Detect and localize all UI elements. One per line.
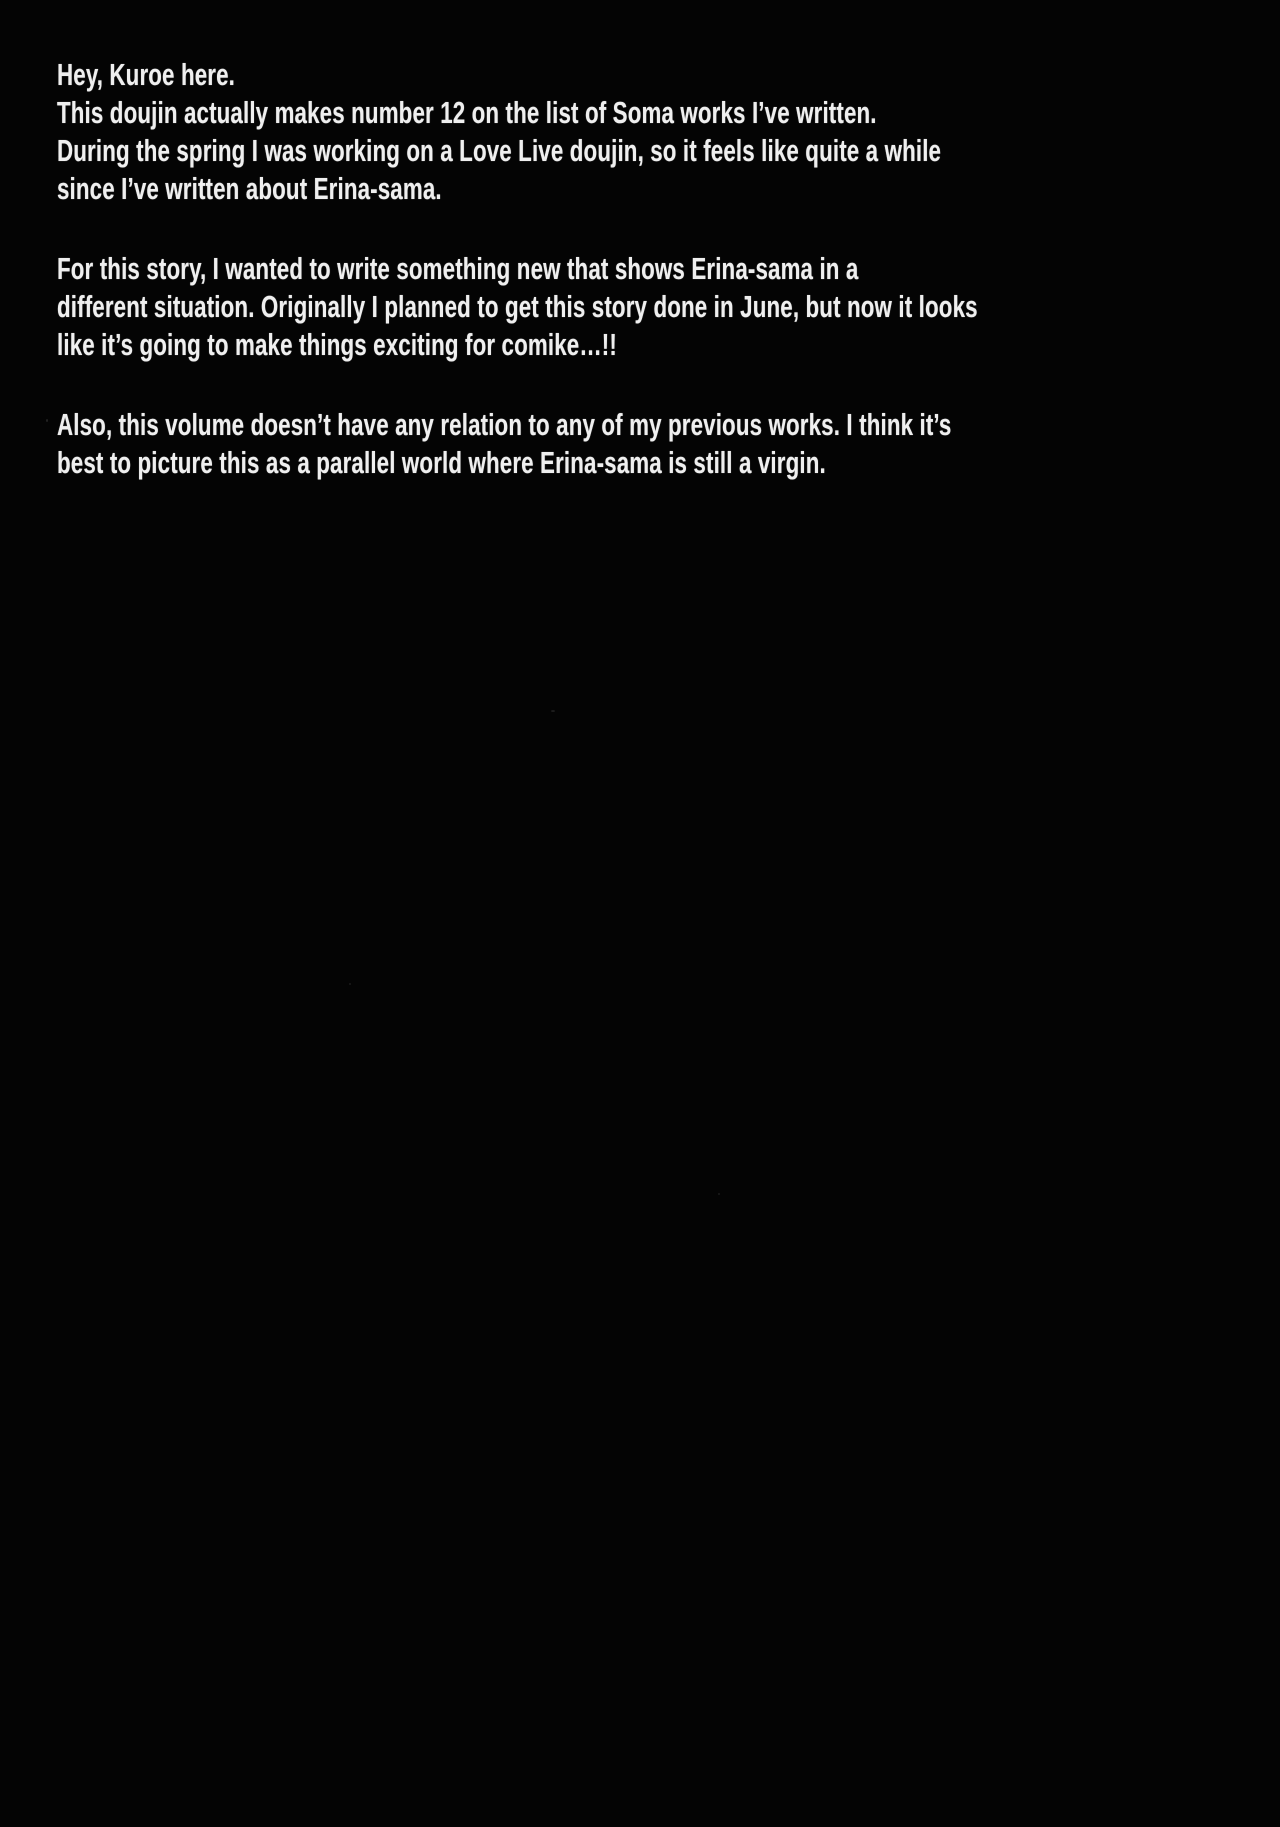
scan-noise-speck — [46, 419, 48, 422]
afterword-line: For this story, I wanted to write something new that shows Erina-sama in a — [57, 251, 859, 286]
scan-noise-speck — [718, 1193, 720, 1195]
afterword-line: different situation. Originally I planned to get this story done in June, but now it looks — [57, 289, 978, 324]
afterword-line: best to picture this as a parallel world where Erina-sama is still a virgin. — [57, 445, 826, 480]
scan-noise-speck — [349, 983, 351, 985]
afterword-text-block — [57, 56, 1250, 524]
afterword-paragraph-note — [57, 406, 1250, 482]
afterword-line: This doujin actually makes number 12 on the list of Soma works I’ve written. — [57, 95, 877, 130]
afterword-line: since I’ve written about Erina-sama. — [57, 171, 442, 206]
afterword-paragraph-intro — [57, 56, 1250, 208]
afterword-paragraph-story — [57, 250, 1250, 364]
afterword-line: like it’s going to make things exciting for comike…!! — [57, 327, 617, 362]
scan-noise-speck — [551, 710, 555, 712]
afterword-line: During the spring I was working on a Love Live doujin, so it feels like quite a while — [57, 133, 942, 168]
afterword-line: Hey, Kuroe here. — [57, 57, 236, 92]
afterword-line: Also, this volume doesn’t have any relation to any of my previous works. I think it’s — [57, 407, 952, 442]
